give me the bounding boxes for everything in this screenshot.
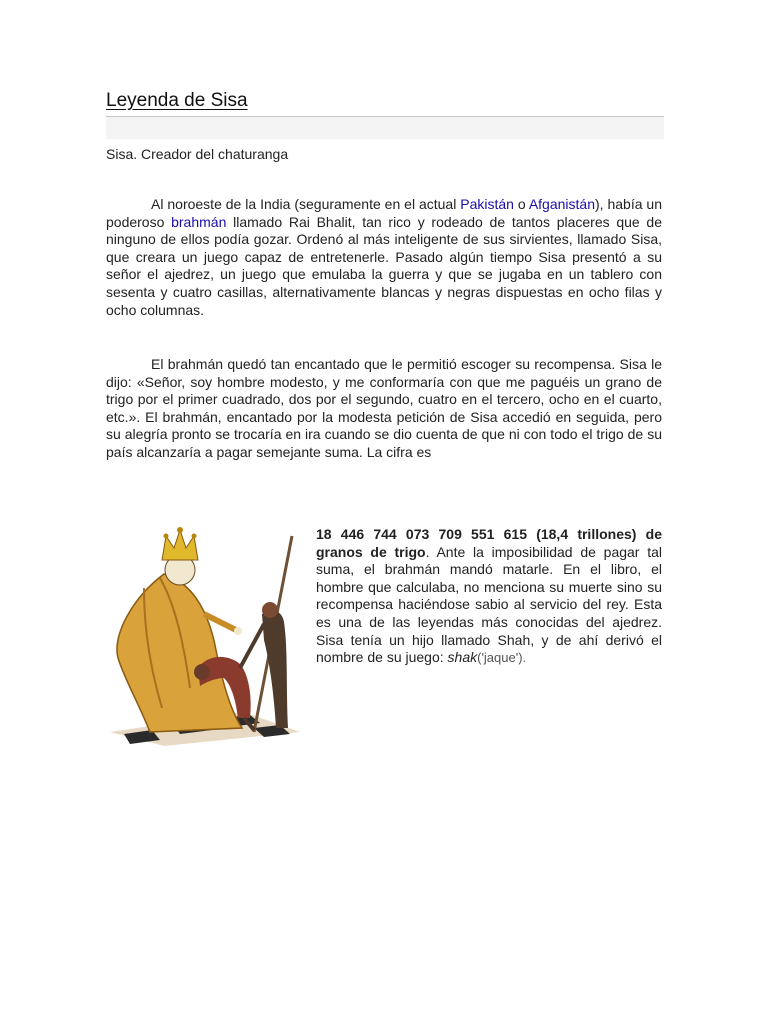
sisa-illustration	[104, 518, 306, 746]
paragraph-result: 18 446 744 073 709 551 615 (18,4 trillones) de granos de trigo. Ante la imposibilidad de pagar tal suma, el brahmán mandó matarle. En el libro, el hombre que calculaba, no menciona su muerte sino su recompensa haciéndose sabio al servicio del rey. Esta es una de las leyendas más conocidas del ajedrez. Sisa tenía un hijo llamado Shah, y de ahí derivó el nombre de su juego: shak('jaque').	[316, 526, 662, 666]
paragraph-intro: Al noroeste de la India (seguramente en el actual Pakistán o Afganistán), había un poderoso brahmán llamado Rai Bhalit, tan rico y rodeado de tantos placeres que de ninguno de ellos podía gozar. Ordenó al más inteligente de sus sirvientes, llamado Sisa, que creara un juego capaz de entretenerle. Pasado algún tiempo Sisa presentó a su señor el ajedrez, un juego que emulaba la guerra y que se jugaba en un tablero con sesenta y cuatro casillas, alternativamente blancas y negras dispuestas en ocho filas y ocho columnas.	[106, 196, 662, 318]
link-pakistan[interactable]: Pakistán	[460, 196, 514, 212]
paragraph-reward: El brahmán quedó tan encantado que le permitió escoger su recompensa. Sisa le dijo: «Señor, soy hombre modesto, y me conformaría con que me paguéis un grano de trigo por el primer cuadrado, dos por el segundo, cuatro en el tercero, ocho en el cuarto, etc.». El brahmán, encantado por la modesta petición de Sisa accedió en seguida, pero su alegría pronto se trocaría en ira cuando se dio cuenta de que ni con todo el trigo de su país alcanzaría a pagar semejante suma. La cifra es	[106, 356, 662, 460]
wheat-grain-count: 18 446 744 073 709 551 615 (18,4 trillones) de granos de trigo	[316, 526, 662, 560]
subtitle: Sisa. Creador del chaturanga	[106, 146, 289, 162]
title-bar	[106, 116, 664, 139]
link-afganistan[interactable]: Afganistán	[528, 196, 595, 212]
link-brahman[interactable]: brahmán	[171, 213, 227, 230]
page-title: Leyenda de Sisa	[106, 90, 248, 111]
king-figure	[117, 527, 242, 732]
